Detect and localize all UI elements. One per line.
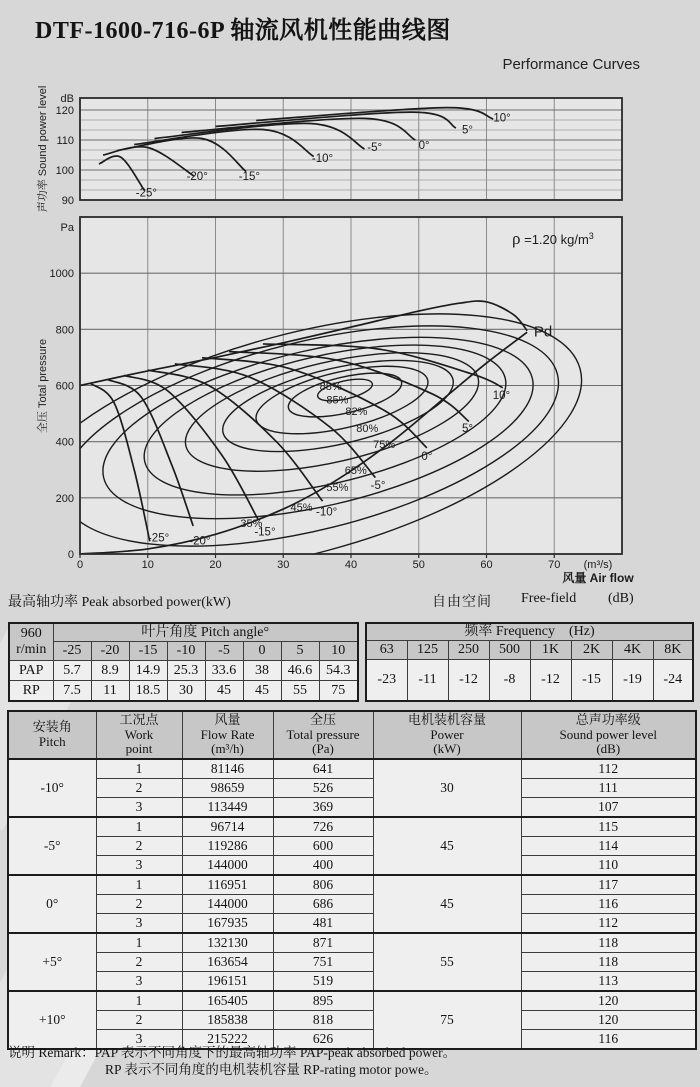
total-pressure-cell: 519 bbox=[273, 972, 373, 992]
y-axis-tick-label: 90 bbox=[61, 195, 74, 207]
pressure-axis-title: 全压 Total pressure bbox=[37, 338, 49, 434]
total-pressure-cell: 400 bbox=[273, 856, 373, 876]
power-cell: 75 bbox=[373, 991, 521, 1049]
table-cell: 30 bbox=[167, 681, 205, 701]
column-header: 安装角 Pitch bbox=[8, 711, 96, 759]
table-cell: 14.9 bbox=[129, 661, 167, 681]
y-axis-tick-label: 100 bbox=[55, 165, 74, 177]
total-pressure-cell: 818 bbox=[273, 1011, 373, 1030]
table-cell: 38 bbox=[243, 661, 281, 681]
table-cell: 45 bbox=[243, 681, 281, 701]
summary-tables bbox=[8, 622, 695, 702]
flow-rate-cell: 163654 bbox=[182, 953, 273, 972]
sound-power-cell: 116 bbox=[521, 1030, 696, 1050]
total-pressure-cell: 626 bbox=[273, 1030, 373, 1050]
sound-curve-label: -20° bbox=[186, 171, 208, 184]
pitch-cell: 0° bbox=[8, 875, 96, 933]
y-axis-unit-label: dB bbox=[60, 93, 74, 105]
sound-curve-label: 10° bbox=[493, 112, 511, 125]
y-axis-tick-label: 120 bbox=[55, 105, 74, 117]
sound-curve-label: 5° bbox=[462, 124, 474, 137]
y-axis-tick-label: 200 bbox=[55, 492, 74, 505]
x-axis-tick-label: 20 bbox=[209, 559, 222, 571]
pitch-angle-col-header: -20 bbox=[91, 642, 129, 661]
work-point-cell: 3 bbox=[96, 972, 182, 992]
frequency-correction-cell: -12 bbox=[530, 659, 571, 701]
work-point-cell: 3 bbox=[96, 856, 182, 876]
column-header: 电机装机容量 Power (kW) bbox=[373, 711, 521, 759]
frequency-correction-cell: -8 bbox=[489, 659, 530, 701]
table-cell: 8.9 bbox=[91, 661, 129, 681]
performance-curves-label: Performance Curves bbox=[502, 56, 640, 73]
pitch-angle-table bbox=[8, 622, 359, 702]
pitch-angle-col-header: 0 bbox=[243, 642, 281, 661]
frequency-col-header: 2K bbox=[571, 640, 612, 659]
frequency-correction-cell: -11 bbox=[407, 659, 448, 701]
pitch-cell: -10° bbox=[8, 759, 96, 817]
table-cell: 33.6 bbox=[205, 661, 243, 681]
frequency-correction-cell: -23 bbox=[366, 659, 407, 701]
x-axis-tick-label: 60 bbox=[480, 559, 493, 571]
remark bbox=[8, 1045, 456, 1079]
pitch-angle-col-header: 10 bbox=[319, 642, 358, 661]
efficiency-label: 85% bbox=[326, 394, 349, 407]
work-point-cell: 2 bbox=[96, 837, 182, 856]
x-axis-tick-label: 30 bbox=[277, 559, 290, 571]
y-axis-unit-label: Pa bbox=[60, 222, 74, 234]
pitch-curve-label: 0° bbox=[421, 450, 433, 463]
pitch-cell: -5° bbox=[8, 817, 96, 875]
frequency-table bbox=[365, 622, 694, 702]
flow-rate-cell: 196151 bbox=[182, 972, 273, 992]
power-cell: 45 bbox=[373, 817, 521, 875]
efficiency-label: 80% bbox=[356, 422, 379, 435]
efficiency-label: 45% bbox=[290, 502, 313, 515]
flow-rate-cell: 132130 bbox=[182, 933, 273, 953]
table-cell: 75 bbox=[319, 681, 358, 701]
pitch-cell: +10° bbox=[8, 991, 96, 1049]
sound-power-cell: 114 bbox=[521, 837, 696, 856]
pd-label: Pd bbox=[533, 323, 553, 341]
y-axis-tick-label: 0 bbox=[67, 549, 74, 561]
pitch-curve-label: -10° bbox=[315, 506, 338, 519]
total-pressure-cell: 751 bbox=[273, 953, 373, 972]
total-pressure-cell: 481 bbox=[273, 914, 373, 934]
frequency-header: 频率 Frequency (Hz) bbox=[366, 623, 693, 640]
sound-curve-label: -25° bbox=[135, 187, 158, 200]
flow-rate-cell: 167935 bbox=[182, 914, 273, 934]
free-field-caption-zh: 自由空间 bbox=[432, 595, 492, 610]
column-header: 工况点 Work point bbox=[96, 711, 182, 759]
sound-power-cell: 118 bbox=[521, 933, 696, 953]
efficiency-label: 35% bbox=[240, 518, 263, 531]
flow-rate-cell: 96714 bbox=[182, 817, 273, 837]
frequency-col-header: 250 bbox=[448, 640, 489, 659]
work-point-cell: 1 bbox=[96, 933, 182, 953]
sound-power-cell: 118 bbox=[521, 953, 696, 972]
flow-rate-cell: 165405 bbox=[182, 991, 273, 1011]
peak-power-caption: 最高轴功率 Peak absorbed power(kW) bbox=[8, 595, 231, 610]
work-point-cell: 2 bbox=[96, 1011, 182, 1030]
remark-line2: RP 表示不同角度的电机装机容量 RP-rating motor powe。 bbox=[105, 1061, 438, 1077]
sound-power-cell: 107 bbox=[521, 798, 696, 818]
page-title: DTF-1600-716-6P 轴流风机性能曲线图 bbox=[35, 18, 451, 44]
sound-power-cell: 120 bbox=[521, 1011, 696, 1030]
pitch-angle-col-header: -5 bbox=[205, 642, 243, 661]
work-point-cell: 1 bbox=[96, 875, 182, 895]
total-pressure-cell: 686 bbox=[273, 895, 373, 914]
frequency-col-header: 63 bbox=[366, 640, 407, 659]
frequency-col-header: 125 bbox=[407, 640, 448, 659]
work-point-cell: 1 bbox=[96, 759, 182, 779]
table-cell: 45 bbox=[205, 681, 243, 701]
pitch-curve-label: 5° bbox=[462, 422, 474, 435]
flow-rate-cell: 113449 bbox=[182, 798, 273, 818]
efficiency-label: 88% bbox=[319, 381, 342, 394]
row-label: RP bbox=[9, 681, 53, 701]
column-header: 风量 Flow Rate (m³/h) bbox=[182, 711, 273, 759]
pitch-angle-col-header: 5 bbox=[281, 642, 319, 661]
flow-rate-cell: 98659 bbox=[182, 779, 273, 798]
work-point-cell: 3 bbox=[96, 1030, 182, 1050]
table-cell: 25.3 bbox=[167, 661, 205, 681]
flow-rate-cell: 144000 bbox=[182, 895, 273, 914]
sound-power-cell: 111 bbox=[521, 779, 696, 798]
efficiency-label: 65% bbox=[344, 465, 367, 478]
pitch-curve-label: -5° bbox=[370, 479, 386, 492]
sound-axis-title: 声功率 Sound power level bbox=[37, 85, 49, 213]
pitch-curve-label: 10° bbox=[492, 390, 511, 403]
sound-curve-label: 0° bbox=[418, 140, 430, 152]
table-cell: 55 bbox=[281, 681, 319, 701]
y-axis-tick-label: 800 bbox=[55, 324, 74, 337]
frequency-correction-cell: -15 bbox=[571, 659, 612, 701]
total-pressure-cell: 600 bbox=[273, 837, 373, 856]
total-pressure-cell: 526 bbox=[273, 779, 373, 798]
work-point-cell: 3 bbox=[96, 914, 182, 934]
operating-points-table bbox=[7, 710, 697, 1050]
total-pressure-cell: 871 bbox=[273, 933, 373, 953]
efficiency-label: 55% bbox=[326, 481, 349, 494]
pitch-angle-col-header: -10 bbox=[167, 642, 205, 661]
sound-curve-label: -10° bbox=[311, 153, 334, 166]
work-point-cell: 2 bbox=[96, 895, 182, 914]
remark-line1: 说明 Remark：PAP 表示不同角度下的最高轴功率 PAP-peak absorbed power。 bbox=[8, 1045, 457, 1060]
pitch-angle-col-header: -15 bbox=[129, 642, 167, 661]
work-point-cell: 1 bbox=[96, 817, 182, 837]
power-cell: 55 bbox=[373, 933, 521, 991]
sound-power-cell: 115 bbox=[521, 817, 696, 837]
sound-power-cell: 120 bbox=[521, 991, 696, 1011]
frequency-correction-cell: -12 bbox=[448, 659, 489, 701]
flow-rate-cell: 81146 bbox=[182, 759, 273, 779]
x-axis-tick-label: 40 bbox=[344, 559, 358, 571]
table-cell: 54.3 bbox=[319, 661, 358, 681]
frequency-col-header: 500 bbox=[489, 640, 530, 659]
total-pressure-cell: 369 bbox=[273, 798, 373, 818]
total-pressure-cell: 641 bbox=[273, 759, 373, 779]
frequency-correction-cell: -19 bbox=[612, 659, 653, 701]
column-header: 全压 Total pressure (Pa) bbox=[273, 711, 373, 759]
power-cell: 30 bbox=[373, 759, 521, 817]
frequency-col-header: 1K bbox=[530, 640, 571, 659]
y-axis-tick-label: 400 bbox=[55, 436, 74, 449]
density-note: ρ =1.20 $kg/m^3$ bbox=[512, 229, 594, 248]
free-field-caption-en: Free-field bbox=[521, 591, 577, 606]
frequency-correction-cell: -24 bbox=[653, 659, 693, 701]
efficiency-label: 75% bbox=[373, 438, 396, 451]
row-label: PAP bbox=[9, 661, 53, 681]
pitch-angle-header: 叶片角度 Pitch angle° bbox=[53, 623, 358, 642]
x-axis-tick-label: 50 bbox=[412, 559, 425, 571]
flow-rate-cell: 215222 bbox=[182, 1030, 273, 1050]
pitch-cell: +5° bbox=[8, 933, 96, 991]
frequency-col-header: 4K bbox=[612, 640, 653, 659]
flow-rate-cell: 119286 bbox=[182, 837, 273, 856]
sound-power-cell: 113 bbox=[521, 972, 696, 992]
sound-power-cell: 116 bbox=[521, 895, 696, 914]
table-cell: 7.5 bbox=[53, 681, 91, 701]
efficiency-label: 82% bbox=[345, 406, 368, 419]
work-point-cell: 3 bbox=[96, 798, 182, 818]
work-point-cell: 2 bbox=[96, 953, 182, 972]
table-cell: 18.5 bbox=[129, 681, 167, 701]
flow-rate-cell: 185838 bbox=[182, 1011, 273, 1030]
sound-curve-label: -5° bbox=[367, 142, 383, 155]
free-field-caption-unit: (dB) bbox=[608, 591, 634, 606]
y-axis-tick-label: 110 bbox=[56, 135, 74, 147]
pitch-curve-label: -15° bbox=[254, 526, 276, 539]
flow-rate-cell: 116951 bbox=[182, 875, 273, 895]
work-point-cell: 2 bbox=[96, 779, 182, 798]
y-axis-tick-label: 600 bbox=[55, 380, 74, 393]
x-axis-tick-label: 70 bbox=[548, 559, 561, 571]
column-header: 总声功率级 Sound power level (dB) bbox=[521, 711, 696, 759]
total-pressure-cell: 726 bbox=[273, 817, 373, 837]
work-point-cell: 1 bbox=[96, 991, 182, 1011]
total-pressure-cell: 895 bbox=[273, 991, 373, 1011]
flow-rate-cell: 144000 bbox=[182, 856, 273, 876]
pitch-curve-label: -20° bbox=[189, 535, 211, 548]
sound-power-cell: 112 bbox=[521, 759, 696, 779]
sound-curve-label: -15° bbox=[238, 171, 260, 184]
x-axis-unit-label: (m³/s) bbox=[583, 559, 613, 571]
x-axis-tick-label: 10 bbox=[141, 559, 154, 571]
table-cell: 11 bbox=[91, 681, 129, 701]
total-pressure-cell: 806 bbox=[273, 875, 373, 895]
sound-power-cell: 117 bbox=[521, 875, 696, 895]
table-cell: 5.7 bbox=[53, 661, 91, 681]
y-axis-tick-label: 1000 bbox=[49, 268, 74, 281]
pitch-angle-col-header: -25 bbox=[53, 642, 91, 661]
sound-power-cell: 112 bbox=[521, 914, 696, 934]
frequency-col-header: 8K bbox=[653, 640, 693, 659]
x-axis-tick-label: 0 bbox=[76, 559, 84, 571]
x-axis-title: 风量 Air flow bbox=[562, 571, 634, 585]
power-cell: 45 bbox=[373, 875, 521, 933]
pitch-curve-label: -25° bbox=[147, 532, 170, 545]
sound-power-cell: 110 bbox=[521, 856, 696, 876]
rpm-cell: 960 r/min bbox=[9, 623, 53, 661]
table-cell: 46.6 bbox=[281, 661, 319, 681]
